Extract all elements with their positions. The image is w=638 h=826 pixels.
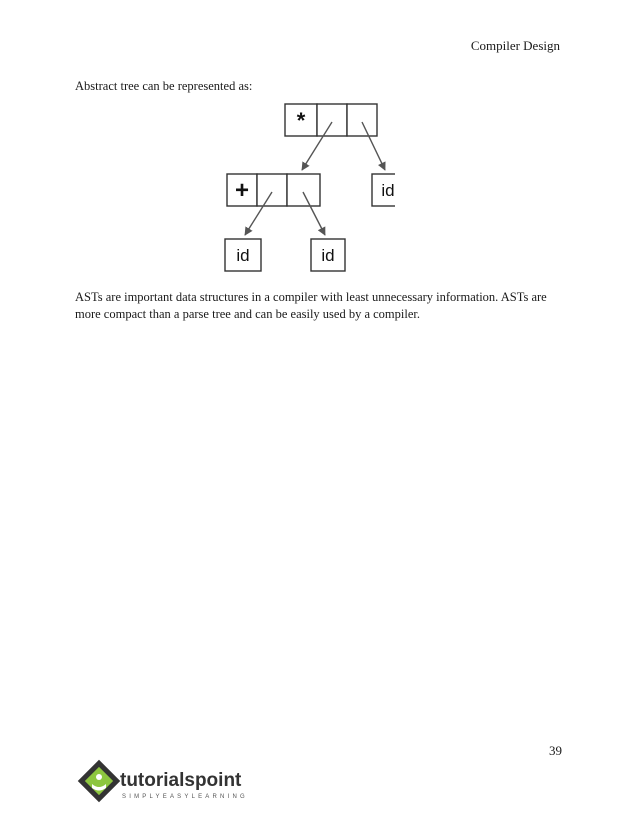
plus-node [227,174,320,206]
left-child-id-leaf [225,239,261,271]
right-child-id-leaf [311,239,345,271]
left-child-id-label: id [236,246,250,265]
plus-symbol: + [234,177,250,204]
body-paragraph: ASTs are important data structures in a compiler with least unnecessary information. ASTs are more compact than a parse tree and can be easily used by a compiler. [75,290,547,321]
root-symbol: * [296,108,306,133]
running-header: Compiler Design [470,38,560,53]
right-child-id-label: id [321,246,335,265]
tutorialspoint-logo [76,758,266,814]
root-node [285,104,377,136]
logo-emblem-icon [78,760,120,802]
page-number: 39 [549,743,562,758]
intro-text: Abstract tree can be represented as: [75,79,253,93]
right-id-leaf [372,174,395,206]
logo-tagline: SIMPLYEASYLEARNING [122,794,248,800]
right-id-label: id [381,181,395,200]
logo-wordmark: tutorialspoint [120,770,242,791]
abstract-syntax-tree-diagram [215,100,395,275]
